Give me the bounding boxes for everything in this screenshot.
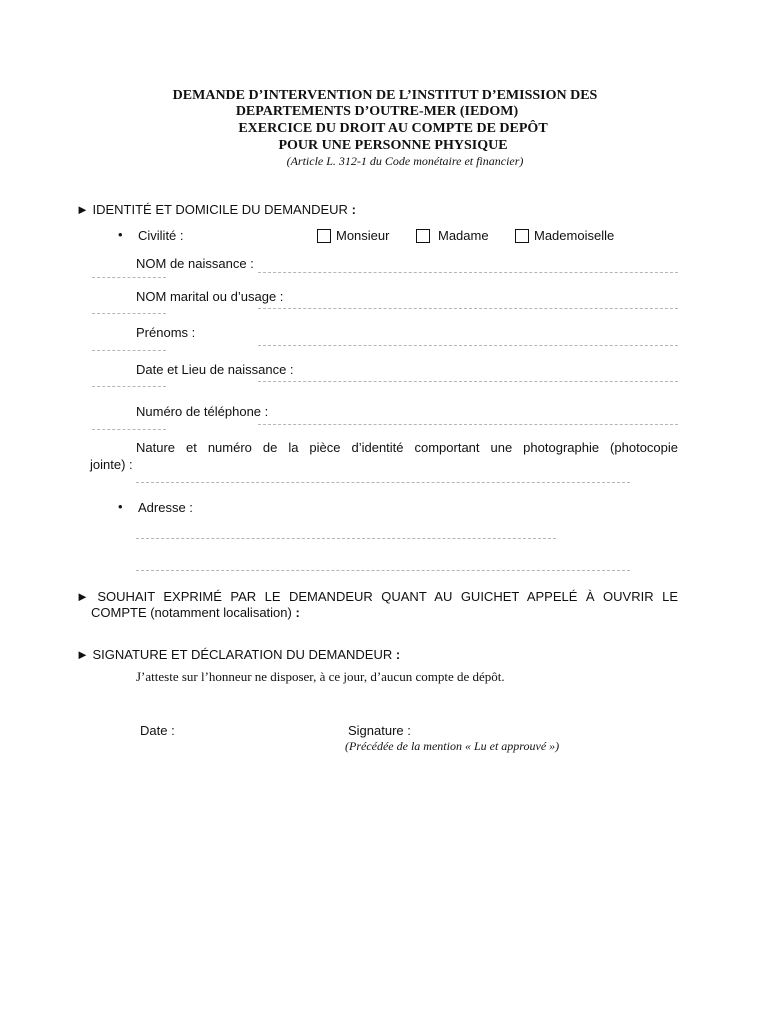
section-guichet-heading-line-2 [91,605,300,620]
telephone-label: Numéro de téléphone : [136,404,269,419]
prenoms-field-continuation[interactable] [92,350,166,351]
telephone-field-continuation[interactable] [92,429,166,430]
adresse-field-line-1[interactable] [136,538,556,539]
prenoms-field[interactable] [258,345,678,346]
form-title-line-2: DEPARTEMENTS D’OUTRE-MER (IEDOM) [235,104,519,119]
checkbox-monsieur[interactable] [317,229,331,243]
arrow-marker-icon: ► [76,647,89,662]
option-mademoiselle-label: Mademoiselle [534,228,615,243]
bullet-civilite: • [118,227,123,242]
signature-label: Signature : [348,723,411,738]
form-title-line-1: DEMANDE D’INTERVENTION DE L’INSTITUT D’EMISSION DES [172,88,598,103]
option-monsieur-label: Monsieur [336,228,390,243]
nom-marital-label: NOM marital ou d’usage : [136,289,284,304]
checkbox-mademoiselle[interactable] [515,229,529,243]
bullet-adresse: • [118,499,123,514]
nom-marital-field[interactable] [258,308,678,309]
civilite-label: Civilité : [138,228,184,243]
attestation-statement: J’atteste sur l’honneur ne disposer, à ce jour, d’aucun compte de dépôt. [136,669,505,684]
form-title-line-4: POUR UNE PERSONNE PHYSIQUE [278,138,508,153]
signature-note: (Précédée de la mention « Lu et approuvé ») [345,739,560,753]
adresse-field-line-2[interactable] [136,570,630,571]
telephone-field[interactable] [258,424,678,425]
section-signature-heading [76,647,400,662]
section-identity-colon: : [351,202,356,217]
nom-marital-field-continuation[interactable] [92,313,166,314]
date-lieu-naissance-label: Date et Lieu de naissance : [136,362,294,377]
adresse-label: Adresse : [138,500,193,515]
date-lieu-naissance-field[interactable] [258,381,678,382]
nom-naissance-label: NOM de naissance : [136,256,254,271]
piece-identite-label-line-2: jointe) : [90,457,133,472]
section-signature-colon: : [395,647,401,662]
option-madame-label: Madame [438,228,489,243]
piece-identite-label-line-1: Nature et numéro de la pièce d’identité comportant une photographie (photocopie [136,440,678,455]
prenoms-label: Prénoms : [136,325,196,340]
nom-naissance-field[interactable] [258,272,678,273]
section-guichet-colon: : [295,605,300,620]
section-signature-title: SIGNATURE ET DÉCLARATION DU DEMANDEUR [92,647,393,662]
date-label: Date : [140,723,175,738]
section-guichet-title: SOUHAIT EXPRIMÉ PAR LE DEMANDEUR QUANT AU GUICHET APPELÉ À OUVRIR LE [97,589,678,604]
nom-naissance-field-continuation[interactable] [92,277,166,278]
form-title-line-3: EXERCICE DU DROIT AU COMPTE DE DEPÔT [238,121,548,136]
article-reference: (Article L. 312-1 du Code monétaire et financier) [286,154,524,168]
piece-identite-field[interactable] [136,482,630,483]
section-guichet-title-continued: COMPTE (notamment localisation) [91,605,292,620]
checkbox-madame[interactable] [416,229,430,243]
date-lieu-naissance-field-continuation[interactable] [92,386,166,387]
arrow-marker-icon: ► [76,589,89,604]
section-guichet-heading-line-1 [76,589,678,604]
section-identity-title: IDENTITÉ ET DOMICILE DU DEMANDEUR [92,202,348,217]
section-identity-heading [76,202,356,217]
arrow-marker-icon: ► [76,202,89,217]
